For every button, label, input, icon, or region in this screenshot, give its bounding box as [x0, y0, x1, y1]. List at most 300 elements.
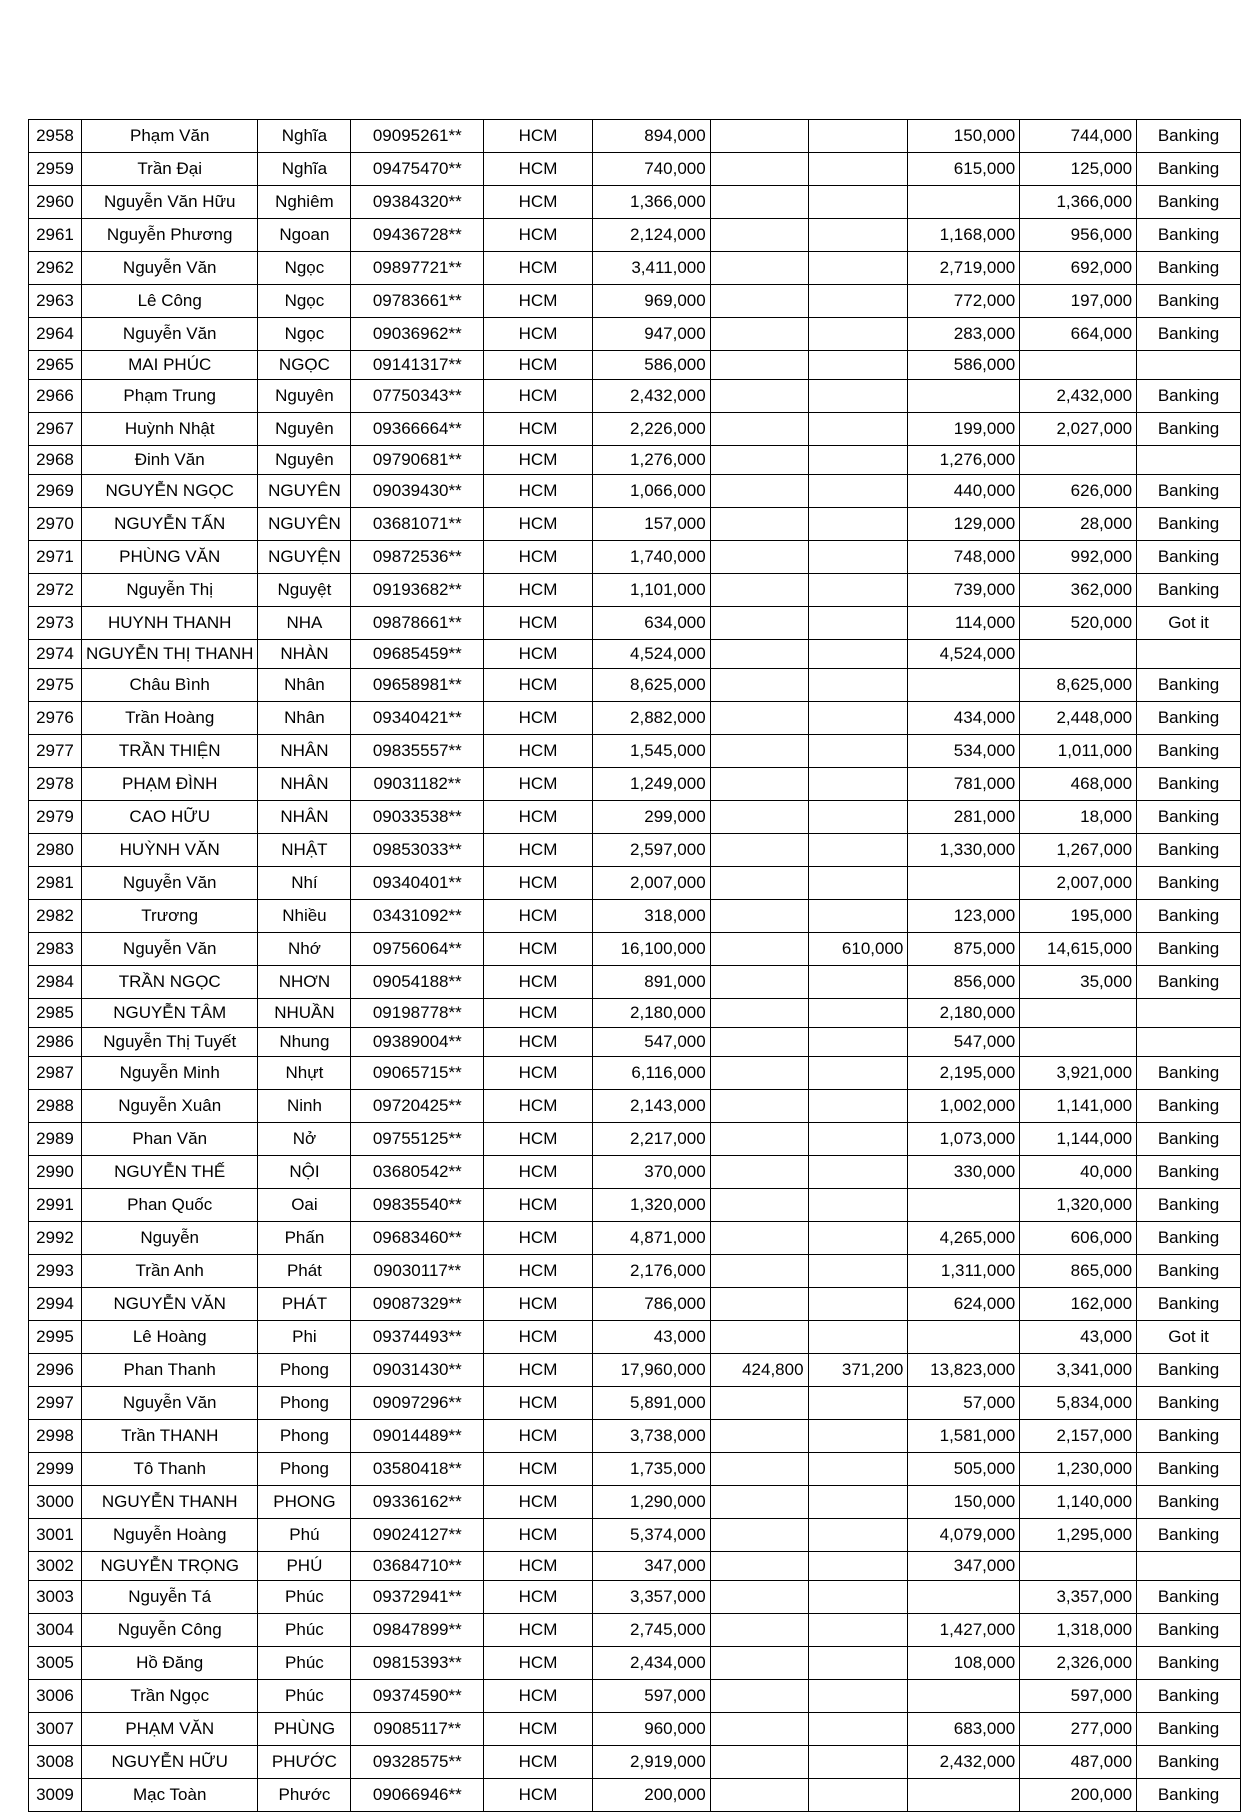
phone-cell: 09095261** [351, 120, 484, 153]
deduction-b-cell [808, 413, 908, 446]
payment-method-cell [1137, 640, 1241, 669]
payment-method-cell: Banking [1137, 1713, 1241, 1746]
remaining-amount-cell: 200,000 [1020, 1779, 1137, 1812]
total-amount-cell: 3,738,000 [592, 1420, 710, 1453]
phone-cell: 09141317** [351, 351, 484, 380]
paid-amount-cell: 330,000 [908, 1156, 1020, 1189]
remaining-amount-cell: 195,000 [1020, 900, 1137, 933]
deduction-a-cell [710, 669, 808, 702]
city-cell: HCM [484, 1614, 593, 1647]
paid-amount-cell: 1,581,000 [908, 1420, 1020, 1453]
remaining-amount-cell: 14,615,000 [1020, 933, 1137, 966]
row-number-cell: 2961 [29, 219, 82, 252]
city-cell: HCM [484, 735, 593, 768]
phone-cell: 09024127** [351, 1519, 484, 1552]
deduction-b-cell [808, 1581, 908, 1614]
row-number-cell: 2977 [29, 735, 82, 768]
paid-amount-cell: 4,079,000 [908, 1519, 1020, 1552]
total-amount-cell: 947,000 [592, 318, 710, 351]
first-name-cell: NGUYÊN [258, 508, 351, 541]
remaining-amount-cell: 606,000 [1020, 1222, 1137, 1255]
deduction-b-cell [808, 735, 908, 768]
last-middle-name-cell: Tô Thanh [81, 1453, 258, 1486]
last-middle-name-cell: Nguyễn Tá [81, 1581, 258, 1614]
deduction-b-cell [808, 1222, 908, 1255]
deduction-a-cell [710, 219, 808, 252]
total-amount-cell: 547,000 [592, 1028, 710, 1057]
table-row [29, 607, 1241, 640]
total-amount-cell: 200,000 [592, 1779, 710, 1812]
total-amount-cell: 2,007,000 [592, 867, 710, 900]
remaining-amount-cell: 1,144,000 [1020, 1123, 1137, 1156]
last-middle-name-cell: NGUYỄN TẤN [81, 508, 258, 541]
table-row [29, 351, 1241, 380]
first-name-cell: NHẬT [258, 834, 351, 867]
paid-amount-cell: 150,000 [908, 1486, 1020, 1519]
phone-cell: 09031182** [351, 768, 484, 801]
remaining-amount-cell: 2,448,000 [1020, 702, 1137, 735]
row-number-cell: 2979 [29, 801, 82, 834]
table-row [29, 120, 1241, 153]
deduction-a-cell [710, 446, 808, 475]
payment-method-cell: Banking [1137, 1486, 1241, 1519]
deduction-a-cell [710, 1486, 808, 1519]
row-number-cell: 2988 [29, 1090, 82, 1123]
paid-amount-cell: 108,000 [908, 1647, 1020, 1680]
deduction-a-cell [710, 867, 808, 900]
total-amount-cell: 1,276,000 [592, 446, 710, 475]
paid-amount-cell: 1,073,000 [908, 1123, 1020, 1156]
paid-amount-cell: 150,000 [908, 120, 1020, 153]
phone-cell: 09756064** [351, 933, 484, 966]
first-name-cell: Phát [258, 1255, 351, 1288]
table-row [29, 219, 1241, 252]
last-middle-name-cell: NGUYỄN HỮU [81, 1746, 258, 1779]
phone-cell: 09065715** [351, 1057, 484, 1090]
deduction-a-cell [710, 1614, 808, 1647]
total-amount-cell: 2,180,000 [592, 999, 710, 1028]
deduction-b-cell [808, 966, 908, 999]
city-cell: HCM [484, 120, 593, 153]
first-name-cell: Nở [258, 1123, 351, 1156]
deduction-a-cell [710, 1123, 808, 1156]
phone-cell: 09374493** [351, 1321, 484, 1354]
paid-amount-cell: 748,000 [908, 541, 1020, 574]
last-middle-name-cell: MAI PHÚC [81, 351, 258, 380]
total-amount-cell: 370,000 [592, 1156, 710, 1189]
row-number-cell: 2965 [29, 351, 82, 380]
deduction-a-cell [710, 1680, 808, 1713]
deduction-a-cell [710, 574, 808, 607]
first-name-cell: Nghĩa [258, 120, 351, 153]
first-name-cell: Phi [258, 1321, 351, 1354]
paid-amount-cell: 856,000 [908, 966, 1020, 999]
row-number-cell: 2993 [29, 1255, 82, 1288]
city-cell: HCM [484, 669, 593, 702]
paid-amount-cell: 624,000 [908, 1288, 1020, 1321]
city-cell: HCM [484, 1581, 593, 1614]
first-name-cell: Nhựt [258, 1057, 351, 1090]
first-name-cell: Phong [258, 1453, 351, 1486]
deduction-a-cell [710, 318, 808, 351]
total-amount-cell: 2,597,000 [592, 834, 710, 867]
table-row [29, 285, 1241, 318]
total-amount-cell: 1,740,000 [592, 541, 710, 574]
phone-cell: 09685459** [351, 640, 484, 669]
table-row [29, 669, 1241, 702]
deduction-a-cell [710, 966, 808, 999]
total-amount-cell: 6,116,000 [592, 1057, 710, 1090]
row-number-cell: 2967 [29, 413, 82, 446]
last-middle-name-cell: Nguyễn Văn Hữu [81, 186, 258, 219]
payment-method-cell: Banking [1137, 1420, 1241, 1453]
deduction-a-cell [710, 1057, 808, 1090]
paid-amount-cell [908, 380, 1020, 413]
row-number-cell: 2995 [29, 1321, 82, 1354]
table-row [29, 1288, 1241, 1321]
total-amount-cell: 740,000 [592, 153, 710, 186]
deduction-b-cell [808, 1057, 908, 1090]
remaining-amount-cell: 277,000 [1020, 1713, 1137, 1746]
city-cell: HCM [484, 219, 593, 252]
payment-method-cell: Banking [1137, 508, 1241, 541]
total-amount-cell: 1,320,000 [592, 1189, 710, 1222]
city-cell: HCM [484, 607, 593, 640]
deduction-a-cell [710, 1552, 808, 1581]
remaining-amount-cell: 2,432,000 [1020, 380, 1137, 413]
payment-method-cell: Banking [1137, 1581, 1241, 1614]
last-middle-name-cell: HUỲNH VĂN [81, 834, 258, 867]
payment-method-cell: Banking [1137, 1453, 1241, 1486]
deduction-b-cell [808, 1123, 908, 1156]
deduction-a-cell [710, 933, 808, 966]
first-name-cell: Nghĩa [258, 153, 351, 186]
total-amount-cell: 891,000 [592, 966, 710, 999]
phone-cell: 09878661** [351, 607, 484, 640]
row-number-cell: 2968 [29, 446, 82, 475]
first-name-cell: NHÂN [258, 735, 351, 768]
phone-cell: 09835540** [351, 1189, 484, 1222]
payment-method-cell: Banking [1137, 1354, 1241, 1387]
table-row [29, 252, 1241, 285]
row-number-cell: 2975 [29, 669, 82, 702]
payment-table [28, 119, 1241, 1812]
table-row [29, 1581, 1241, 1614]
last-middle-name-cell: NGUYỄN THỊ THANH [81, 640, 258, 669]
remaining-amount-cell [1020, 999, 1137, 1028]
deduction-a-cell [710, 1779, 808, 1812]
paid-amount-cell: 781,000 [908, 768, 1020, 801]
last-middle-name-cell: PHẠM VĂN [81, 1713, 258, 1746]
phone-cell: 09097296** [351, 1387, 484, 1420]
first-name-cell: NHUẦN [258, 999, 351, 1028]
remaining-amount-cell: 1,320,000 [1020, 1189, 1137, 1222]
deduction-a-cell [710, 252, 808, 285]
total-amount-cell: 2,432,000 [592, 380, 710, 413]
last-middle-name-cell: Trần Anh [81, 1255, 258, 1288]
total-amount-cell: 634,000 [592, 607, 710, 640]
paid-amount-cell: 1,311,000 [908, 1255, 1020, 1288]
phone-cell: 09014489** [351, 1420, 484, 1453]
table-row [29, 1123, 1241, 1156]
city-cell: HCM [484, 153, 593, 186]
payment-method-cell: Banking [1137, 285, 1241, 318]
phone-cell: 09720425** [351, 1090, 484, 1123]
row-number-cell: 2960 [29, 186, 82, 219]
payment-method-cell: Banking [1137, 1123, 1241, 1156]
table-row [29, 413, 1241, 446]
payment-method-cell [1137, 1028, 1241, 1057]
remaining-amount-cell: 664,000 [1020, 318, 1137, 351]
remaining-amount-cell: 1,318,000 [1020, 1614, 1137, 1647]
last-middle-name-cell: Hồ Đăng [81, 1647, 258, 1680]
deduction-b-cell [808, 1090, 908, 1123]
total-amount-cell: 3,357,000 [592, 1581, 710, 1614]
remaining-amount-cell: 1,140,000 [1020, 1486, 1137, 1519]
deduction-a-cell [710, 1189, 808, 1222]
payment-method-cell: Banking [1137, 867, 1241, 900]
paid-amount-cell: 772,000 [908, 285, 1020, 318]
remaining-amount-cell: 1,295,000 [1020, 1519, 1137, 1552]
total-amount-cell: 43,000 [592, 1321, 710, 1354]
last-middle-name-cell: Nguyễn Thị [81, 574, 258, 607]
paid-amount-cell: 2,180,000 [908, 999, 1020, 1028]
total-amount-cell: 2,434,000 [592, 1647, 710, 1680]
payment-method-cell: Banking [1137, 380, 1241, 413]
paid-amount-cell: 4,265,000 [908, 1222, 1020, 1255]
last-middle-name-cell: HUYNH THANH [81, 607, 258, 640]
phone-cell: 09872536** [351, 541, 484, 574]
payment-method-cell: Banking [1137, 252, 1241, 285]
last-middle-name-cell: NGUYỄN THẾ [81, 1156, 258, 1189]
paid-amount-cell: 434,000 [908, 702, 1020, 735]
payment-method-cell: Banking [1137, 1189, 1241, 1222]
last-middle-name-cell: Phan Quốc [81, 1189, 258, 1222]
remaining-amount-cell: 2,157,000 [1020, 1420, 1137, 1453]
city-cell: HCM [484, 834, 593, 867]
last-middle-name-cell: Nguyễn Văn [81, 252, 258, 285]
first-name-cell: Nguyên [258, 413, 351, 446]
deduction-b-cell [808, 1779, 908, 1812]
paid-amount-cell: 114,000 [908, 607, 1020, 640]
payment-method-cell: Got it [1137, 1321, 1241, 1354]
deduction-b-cell [808, 900, 908, 933]
city-cell: HCM [484, 1486, 593, 1519]
paid-amount-cell [908, 867, 1020, 900]
first-name-cell: Nguyên [258, 446, 351, 475]
deduction-b-cell [808, 834, 908, 867]
total-amount-cell: 1,066,000 [592, 475, 710, 508]
table-row [29, 1090, 1241, 1123]
table-row [29, 1222, 1241, 1255]
phone-cell: 09085117** [351, 1713, 484, 1746]
phone-cell: 09033538** [351, 801, 484, 834]
paid-amount-cell: 534,000 [908, 735, 1020, 768]
row-number-cell: 2991 [29, 1189, 82, 1222]
phone-cell: 09853033** [351, 834, 484, 867]
total-amount-cell: 960,000 [592, 1713, 710, 1746]
payment-method-cell: Banking [1137, 1779, 1241, 1812]
last-middle-name-cell: NGUYỄN VĂN [81, 1288, 258, 1321]
payment-method-cell: Banking [1137, 1519, 1241, 1552]
city-cell: HCM [484, 186, 593, 219]
table-row [29, 475, 1241, 508]
deduction-b-cell [808, 219, 908, 252]
last-middle-name-cell: Trần THANH [81, 1420, 258, 1453]
deduction-a-cell [710, 153, 808, 186]
table-row [29, 153, 1241, 186]
paid-amount-cell: 2,195,000 [908, 1057, 1020, 1090]
city-cell: HCM [484, 999, 593, 1028]
remaining-amount-cell: 3,341,000 [1020, 1354, 1137, 1387]
city-cell: HCM [484, 1713, 593, 1746]
payment-method-cell: Banking [1137, 1255, 1241, 1288]
remaining-amount-cell: 1,366,000 [1020, 186, 1137, 219]
city-cell: HCM [484, 1123, 593, 1156]
row-number-cell: 2997 [29, 1387, 82, 1420]
city-cell: HCM [484, 702, 593, 735]
row-number-cell: 2966 [29, 380, 82, 413]
phone-cell: 09087329** [351, 1288, 484, 1321]
first-name-cell: Ngọc [258, 252, 351, 285]
row-number-cell: 2963 [29, 285, 82, 318]
payment-method-cell: Banking [1137, 1090, 1241, 1123]
first-name-cell: Phúc [258, 1581, 351, 1614]
table-row [29, 1028, 1241, 1057]
row-number-cell: 2992 [29, 1222, 82, 1255]
remaining-amount-cell: 125,000 [1020, 153, 1137, 186]
table-row [29, 1354, 1241, 1387]
row-number-cell: 2962 [29, 252, 82, 285]
paid-amount-cell: 615,000 [908, 153, 1020, 186]
deduction-a-cell [710, 508, 808, 541]
first-name-cell: Phúc [258, 1680, 351, 1713]
last-middle-name-cell: Nguyễn Công [81, 1614, 258, 1647]
deduction-b-cell [808, 1713, 908, 1746]
row-number-cell: 2984 [29, 966, 82, 999]
row-number-cell: 2985 [29, 999, 82, 1028]
deduction-a-cell [710, 1288, 808, 1321]
paid-amount-cell: 683,000 [908, 1713, 1020, 1746]
city-cell: HCM [484, 640, 593, 669]
deduction-a-cell [710, 1713, 808, 1746]
row-number-cell: 2998 [29, 1420, 82, 1453]
row-number-cell: 3004 [29, 1614, 82, 1647]
row-number-cell: 2999 [29, 1453, 82, 1486]
row-number-cell: 2994 [29, 1288, 82, 1321]
remaining-amount-cell: 362,000 [1020, 574, 1137, 607]
deduction-a-cell [710, 834, 808, 867]
deduction-a-cell [710, 1746, 808, 1779]
row-number-cell: 2980 [29, 834, 82, 867]
row-number-cell: 2976 [29, 702, 82, 735]
paid-amount-cell [908, 669, 1020, 702]
phone-cell: 09193682** [351, 574, 484, 607]
row-number-cell: 3007 [29, 1713, 82, 1746]
phone-cell: 09372941** [351, 1581, 484, 1614]
row-number-cell: 2964 [29, 318, 82, 351]
deduction-a-cell [710, 1028, 808, 1057]
deduction-b-cell [808, 1614, 908, 1647]
first-name-cell: Nhiều [258, 900, 351, 933]
total-amount-cell: 16,100,000 [592, 933, 710, 966]
city-cell: HCM [484, 1552, 593, 1581]
total-amount-cell: 2,882,000 [592, 702, 710, 735]
remaining-amount-cell: 626,000 [1020, 475, 1137, 508]
total-amount-cell: 1,101,000 [592, 574, 710, 607]
city-cell: HCM [484, 574, 593, 607]
table-row [29, 768, 1241, 801]
deduction-b-cell [808, 999, 908, 1028]
remaining-amount-cell [1020, 446, 1137, 475]
city-cell: HCM [484, 768, 593, 801]
remaining-amount-cell: 956,000 [1020, 219, 1137, 252]
table-row [29, 318, 1241, 351]
table-row [29, 1519, 1241, 1552]
total-amount-cell: 157,000 [592, 508, 710, 541]
phone-cell: 09384320** [351, 186, 484, 219]
first-name-cell: Phúc [258, 1614, 351, 1647]
deduction-b-cell [808, 1680, 908, 1713]
table-row [29, 999, 1241, 1028]
total-amount-cell: 2,919,000 [592, 1746, 710, 1779]
phone-cell: 09198778** [351, 999, 484, 1028]
first-name-cell: NHA [258, 607, 351, 640]
remaining-amount-cell: 5,834,000 [1020, 1387, 1137, 1420]
table-row [29, 1746, 1241, 1779]
row-number-cell: 3003 [29, 1581, 82, 1614]
table-row [29, 1453, 1241, 1486]
deduction-b-cell [808, 1288, 908, 1321]
remaining-amount-cell: 1,267,000 [1020, 834, 1137, 867]
deduction-b-cell [808, 1189, 908, 1222]
remaining-amount-cell: 197,000 [1020, 285, 1137, 318]
total-amount-cell: 5,891,000 [592, 1387, 710, 1420]
last-middle-name-cell: Nguyễn Phương [81, 219, 258, 252]
deduction-a-cell [710, 120, 808, 153]
city-cell: HCM [484, 1519, 593, 1552]
first-name-cell: NGỌC [258, 351, 351, 380]
remaining-amount-cell: 2,007,000 [1020, 867, 1137, 900]
total-amount-cell: 2,226,000 [592, 413, 710, 446]
city-cell: HCM [484, 801, 593, 834]
deduction-a-cell: 424,800 [710, 1354, 808, 1387]
table-row [29, 508, 1241, 541]
table-row [29, 446, 1241, 475]
city-cell: HCM [484, 1779, 593, 1812]
deduction-a-cell [710, 351, 808, 380]
deduction-a-cell [710, 541, 808, 574]
first-name-cell: Nhí [258, 867, 351, 900]
first-name-cell: NỘI [258, 1156, 351, 1189]
row-number-cell: 2987 [29, 1057, 82, 1090]
paid-amount-cell: 123,000 [908, 900, 1020, 933]
deduction-b-cell [808, 640, 908, 669]
first-name-cell: NHƠN [258, 966, 351, 999]
deduction-b-cell [808, 1647, 908, 1680]
deduction-b-cell [808, 285, 908, 318]
total-amount-cell: 5,374,000 [592, 1519, 710, 1552]
table-row [29, 1779, 1241, 1812]
city-cell: HCM [484, 1156, 593, 1189]
total-amount-cell: 2,217,000 [592, 1123, 710, 1156]
payment-method-cell [1137, 446, 1241, 475]
deduction-b-cell [808, 252, 908, 285]
city-cell: HCM [484, 475, 593, 508]
payment-method-cell: Banking [1137, 413, 1241, 446]
first-name-cell: NGUYỆN [258, 541, 351, 574]
row-number-cell: 2981 [29, 867, 82, 900]
